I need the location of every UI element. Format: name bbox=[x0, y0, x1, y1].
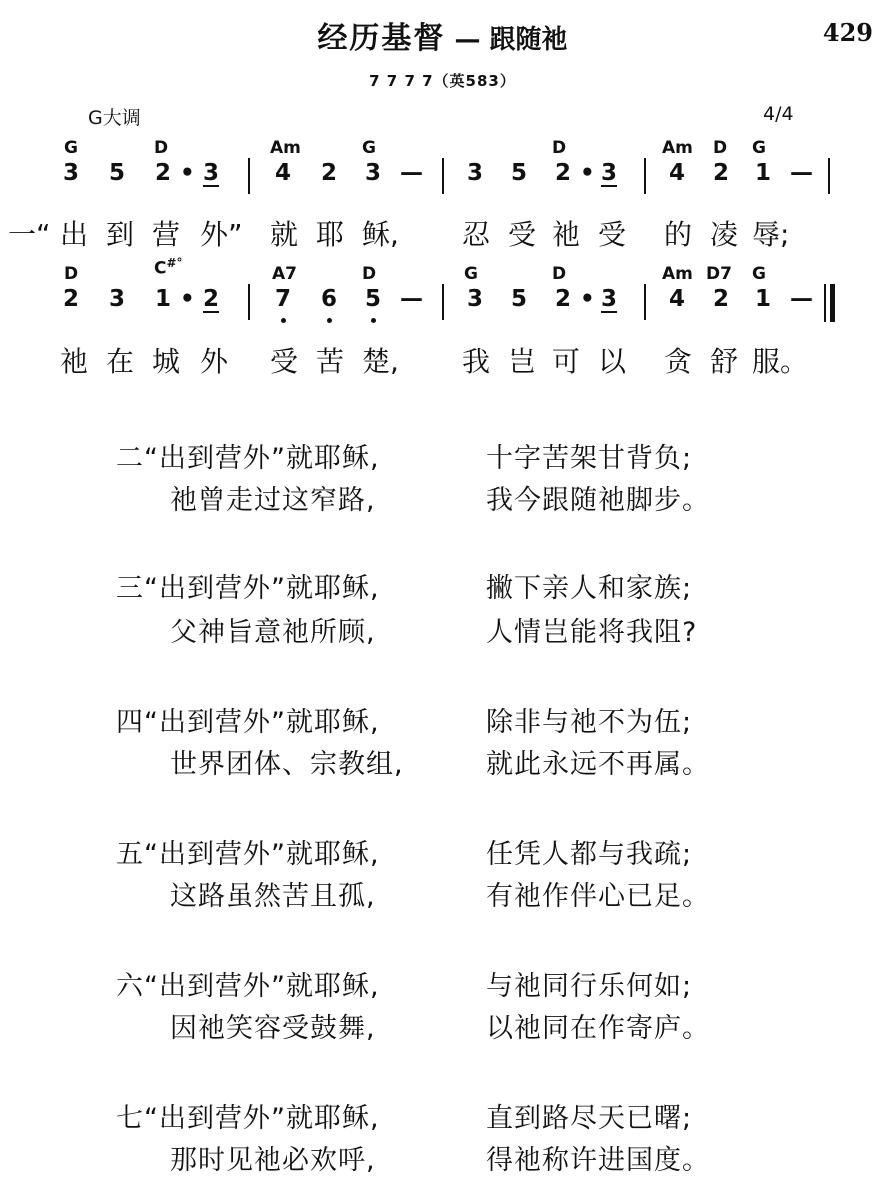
final-bar-thin bbox=[824, 284, 826, 322]
stanza-line-2b: 人情岂能将我阻? bbox=[486, 617, 698, 648]
stanza-line-2a: 祂曾走过这窄路, bbox=[170, 485, 376, 516]
bar-line bbox=[248, 158, 250, 194]
note-eighth: 3 bbox=[202, 160, 219, 186]
note: 2 bbox=[554, 160, 571, 186]
low-octave-dot bbox=[371, 318, 376, 323]
lyric-char: 就 bbox=[270, 218, 299, 251]
low-octave-dot bbox=[281, 318, 286, 323]
stanza-line-1a: “出到营外”就耶稣, bbox=[144, 971, 380, 1002]
chord: A7 bbox=[272, 264, 297, 284]
stanza-line-1a: “出到营外”就耶稣, bbox=[144, 443, 380, 474]
stanza-line-2a: 因祂笑容受鼓舞, bbox=[170, 1013, 376, 1044]
note: 2 bbox=[712, 160, 729, 186]
chord: D bbox=[64, 264, 79, 284]
dotted-marker: • bbox=[580, 160, 595, 186]
lyric-char: 辱; bbox=[752, 218, 790, 251]
stanza-line-1a: “出到营外”就耶稣, bbox=[144, 573, 380, 604]
stanza-line-1a: “出到营外”就耶稣, bbox=[144, 1103, 380, 1134]
hymn-number: 429 bbox=[822, 18, 873, 47]
chord: Am bbox=[270, 138, 301, 158]
lyric-char: 外” bbox=[200, 218, 243, 251]
note: 2 bbox=[712, 286, 729, 312]
chord: D bbox=[552, 138, 567, 158]
lyric-char: 忍 bbox=[462, 218, 491, 251]
note: 3 bbox=[364, 160, 381, 186]
dash: — bbox=[400, 286, 423, 312]
key-signature: G大调 bbox=[88, 107, 141, 129]
lyric-char: 外 bbox=[200, 345, 229, 378]
chord: G bbox=[64, 138, 78, 158]
note: 5 bbox=[108, 160, 125, 186]
note-low: 6 bbox=[320, 286, 337, 312]
stanza-line-2a: 世界团体、宗教组, bbox=[170, 749, 404, 780]
stanza-line-1a: “出到营外”就耶稣, bbox=[144, 707, 380, 738]
verse-number-prefix: 一“ bbox=[8, 218, 51, 251]
stanza-line-1b: 撇下亲人和家族; bbox=[486, 573, 693, 604]
stanza-line-2b: 我今跟随祂脚步。 bbox=[486, 485, 710, 516]
stanza-number: 二 bbox=[116, 443, 144, 474]
lyric-char: 受 bbox=[598, 218, 627, 251]
chord: Am bbox=[662, 138, 693, 158]
note: 5 bbox=[510, 160, 527, 186]
chord: D bbox=[154, 138, 169, 158]
note: 2 bbox=[554, 286, 571, 312]
lyric-char: 舒 bbox=[710, 345, 739, 378]
chord bbox=[154, 256, 183, 279]
note: 1 bbox=[754, 160, 771, 186]
note: 4 bbox=[274, 160, 291, 186]
bar-line bbox=[248, 284, 250, 320]
meter-info: 7 7 7 7（英583） bbox=[369, 72, 516, 90]
stanza-line-1b: 与祂同行乐何如; bbox=[486, 971, 693, 1002]
lyric-char: 祂 bbox=[60, 345, 89, 378]
stanza-number: 四 bbox=[116, 707, 144, 738]
stanza-line-2a: 这路虽然苦且孤, bbox=[170, 881, 376, 912]
note: 3 bbox=[466, 286, 483, 312]
hymn-title bbox=[0, 20, 885, 59]
stanza-line-2a: 那时见祂必欢呼, bbox=[170, 1145, 376, 1176]
time-signature: 4/4 bbox=[763, 103, 794, 125]
chord: D bbox=[552, 264, 567, 284]
lyric-char: 苦 bbox=[316, 345, 345, 378]
bar-line bbox=[442, 284, 444, 320]
sharp-sign: # bbox=[166, 256, 177, 270]
stanza-line-2b: 就此永远不再属。 bbox=[486, 749, 710, 780]
dotted-marker: • bbox=[580, 286, 595, 312]
note: 1 bbox=[754, 286, 771, 312]
dash: — bbox=[400, 160, 423, 186]
chord: D7 bbox=[706, 264, 732, 284]
stanza-line-2b: 得祂称许进国度。 bbox=[486, 1145, 710, 1176]
stanza-line-1b: 任凭人都与我疏; bbox=[486, 839, 693, 870]
title-sub: 跟随祂 bbox=[489, 25, 568, 55]
lyric-char: 岂 bbox=[508, 345, 537, 378]
stanza-line-2a: 父神旨意祂所顾, bbox=[170, 617, 376, 648]
lyric-char: 服。 bbox=[752, 345, 809, 378]
note-low: 7 bbox=[274, 286, 291, 312]
note: 1 bbox=[154, 286, 171, 312]
chord: G bbox=[752, 264, 766, 284]
lyric-char: 出 bbox=[60, 218, 89, 251]
final-bar-thick bbox=[830, 284, 835, 322]
lyric-char: 城 bbox=[152, 345, 181, 378]
chord: G bbox=[752, 138, 766, 158]
note-low: 5 bbox=[364, 286, 381, 312]
note: 3 bbox=[466, 160, 483, 186]
dash: — bbox=[790, 160, 813, 186]
note: 3 bbox=[62, 160, 79, 186]
lyric-char: 贪 bbox=[664, 345, 693, 378]
note: 2 bbox=[320, 160, 337, 186]
lyric-char: 营 bbox=[152, 218, 181, 251]
chord: G bbox=[464, 264, 478, 284]
bar-line bbox=[828, 158, 830, 194]
note-eighth: 3 bbox=[600, 286, 617, 312]
chord: G bbox=[362, 138, 376, 158]
lyric-char: 的 bbox=[664, 218, 693, 251]
lyric-char: 稣, bbox=[362, 218, 399, 251]
stanza-line-1b: 直到路尽天已曙; bbox=[486, 1103, 693, 1134]
bar-line bbox=[442, 158, 444, 194]
dash: — bbox=[790, 286, 813, 312]
stanza-line-1b: 除非与祂不为伍; bbox=[486, 707, 693, 738]
note: 2 bbox=[154, 160, 171, 186]
low-octave-dot bbox=[327, 318, 332, 323]
chord: Am bbox=[662, 264, 693, 284]
note: 4 bbox=[668, 286, 685, 312]
stanza-number: 五 bbox=[116, 839, 144, 870]
stanza-line-2b: 以祂同在作寄庐。 bbox=[486, 1013, 710, 1044]
bar-line bbox=[644, 284, 646, 320]
note: 4 bbox=[668, 160, 685, 186]
lyric-char: 受 bbox=[508, 218, 537, 251]
lyric-char: 在 bbox=[106, 345, 135, 378]
note-eighth: 2 bbox=[202, 286, 219, 312]
stanza-number: 三 bbox=[116, 573, 144, 604]
stanza-line-2b: 有祂作伴心已足。 bbox=[486, 881, 710, 912]
note: 5 bbox=[510, 286, 527, 312]
lyric-char: 到 bbox=[106, 218, 135, 251]
bar-line bbox=[644, 158, 646, 194]
stanza-number: 七 bbox=[116, 1103, 144, 1134]
dotted-marker: • bbox=[180, 160, 195, 186]
degree-mark: ° bbox=[176, 256, 183, 270]
lyric-char: 我 bbox=[462, 345, 491, 378]
lyric-char: 祂 bbox=[552, 218, 581, 251]
stanza-line-1b: 十字苦架甘背负; bbox=[486, 443, 693, 474]
stanza-number: 六 bbox=[116, 971, 144, 1002]
lyric-char: 可 bbox=[552, 345, 581, 378]
note: 3 bbox=[108, 286, 125, 312]
note: 2 bbox=[62, 286, 79, 312]
lyric-char: 楚, bbox=[362, 345, 399, 378]
chord: D bbox=[713, 138, 728, 158]
title-dash: — bbox=[445, 25, 490, 55]
title-main: 经历基督 bbox=[317, 21, 446, 56]
lyric-char: 耶 bbox=[316, 218, 345, 251]
chord: D bbox=[362, 264, 377, 284]
stanza-line-1a: “出到营外”就耶稣, bbox=[144, 839, 380, 870]
lyric-char: 受 bbox=[270, 345, 299, 378]
lyric-char: 以 bbox=[598, 345, 627, 378]
note-eighth: 3 bbox=[600, 160, 617, 186]
lyric-char: 凌 bbox=[710, 218, 739, 251]
dotted-marker: • bbox=[180, 286, 195, 312]
chord-root: C bbox=[154, 258, 167, 279]
